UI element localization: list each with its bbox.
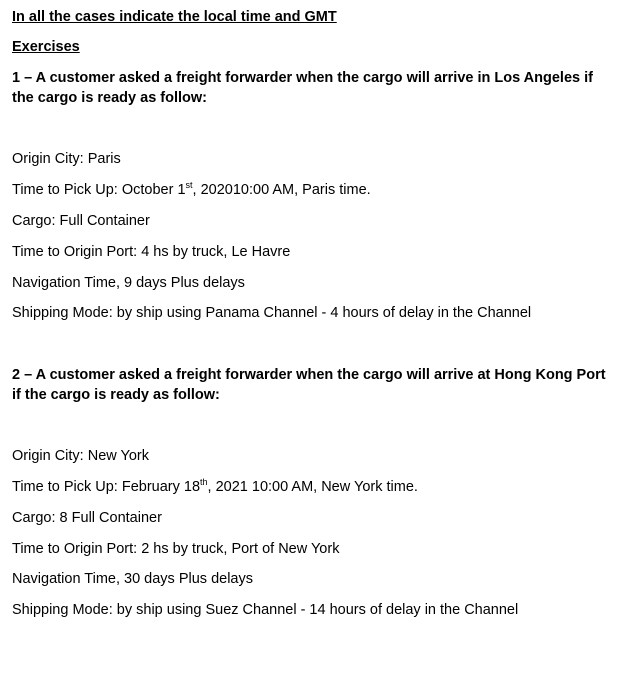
exercise-2-cargo: Cargo: 8 Full Container bbox=[12, 510, 162, 526]
exercise-1-origin-port: Time to Origin Port: 4 hs by truck, Le Havre bbox=[12, 244, 291, 260]
exercise-1-origin-city: Origin City: Paris bbox=[12, 151, 121, 167]
exercise-1-shipping-mode: Shipping Mode: by ship using Panama Channel - 4 hours of delay in the Channel bbox=[12, 305, 532, 321]
exercise-1-pickup-suffix: , 202010:00 AM, Paris time. bbox=[192, 182, 371, 198]
exercise-2-navigation: Navigation Time, 30 days Plus delays bbox=[12, 571, 253, 587]
exercise-1-pickup-time bbox=[12, 181, 371, 199]
exercise-2-pickup-suffix: , 2021 10:00 AM, New York time. bbox=[207, 479, 418, 495]
exercises-title: Exercises bbox=[12, 39, 80, 55]
exercise-2-origin-city: Origin City: New York bbox=[12, 448, 149, 464]
exercise-1-pickup-ordinal: st bbox=[185, 180, 193, 191]
exercise-2-question: 2 – A customer asked a freight forwarder when the cargo will arrive at Hong Kong Port if the cargo is ready as follow: bbox=[12, 367, 606, 403]
instruction-heading: In all the cases indicate the local time and GMT bbox=[12, 9, 337, 25]
exercise-1-pickup-prefix: Time to Pick Up: October 1 bbox=[12, 182, 186, 198]
exercise-1-navigation: Navigation Time, 9 days Plus delays bbox=[12, 275, 245, 291]
exercise-2-shipping-mode: Shipping Mode: by ship using Suez Channel - 14 hours of delay in the Channel bbox=[12, 602, 519, 618]
exercise-2-pickup-prefix: Time to Pick Up: February 18 bbox=[12, 479, 201, 495]
exercise-2-pickup-ordinal: th bbox=[200, 477, 208, 488]
exercise-1-cargo: Cargo: Full Container bbox=[12, 213, 150, 229]
exercise-2-origin-port: Time to Origin Port: 2 hs by truck, Port of New York bbox=[12, 541, 340, 557]
exercise-2-pickup-time bbox=[12, 478, 418, 496]
exercise-1-question: 1 – A customer asked a freight forwarder when the cargo will arrive in Los Angeles if the cargo is ready as follow: bbox=[12, 70, 593, 106]
